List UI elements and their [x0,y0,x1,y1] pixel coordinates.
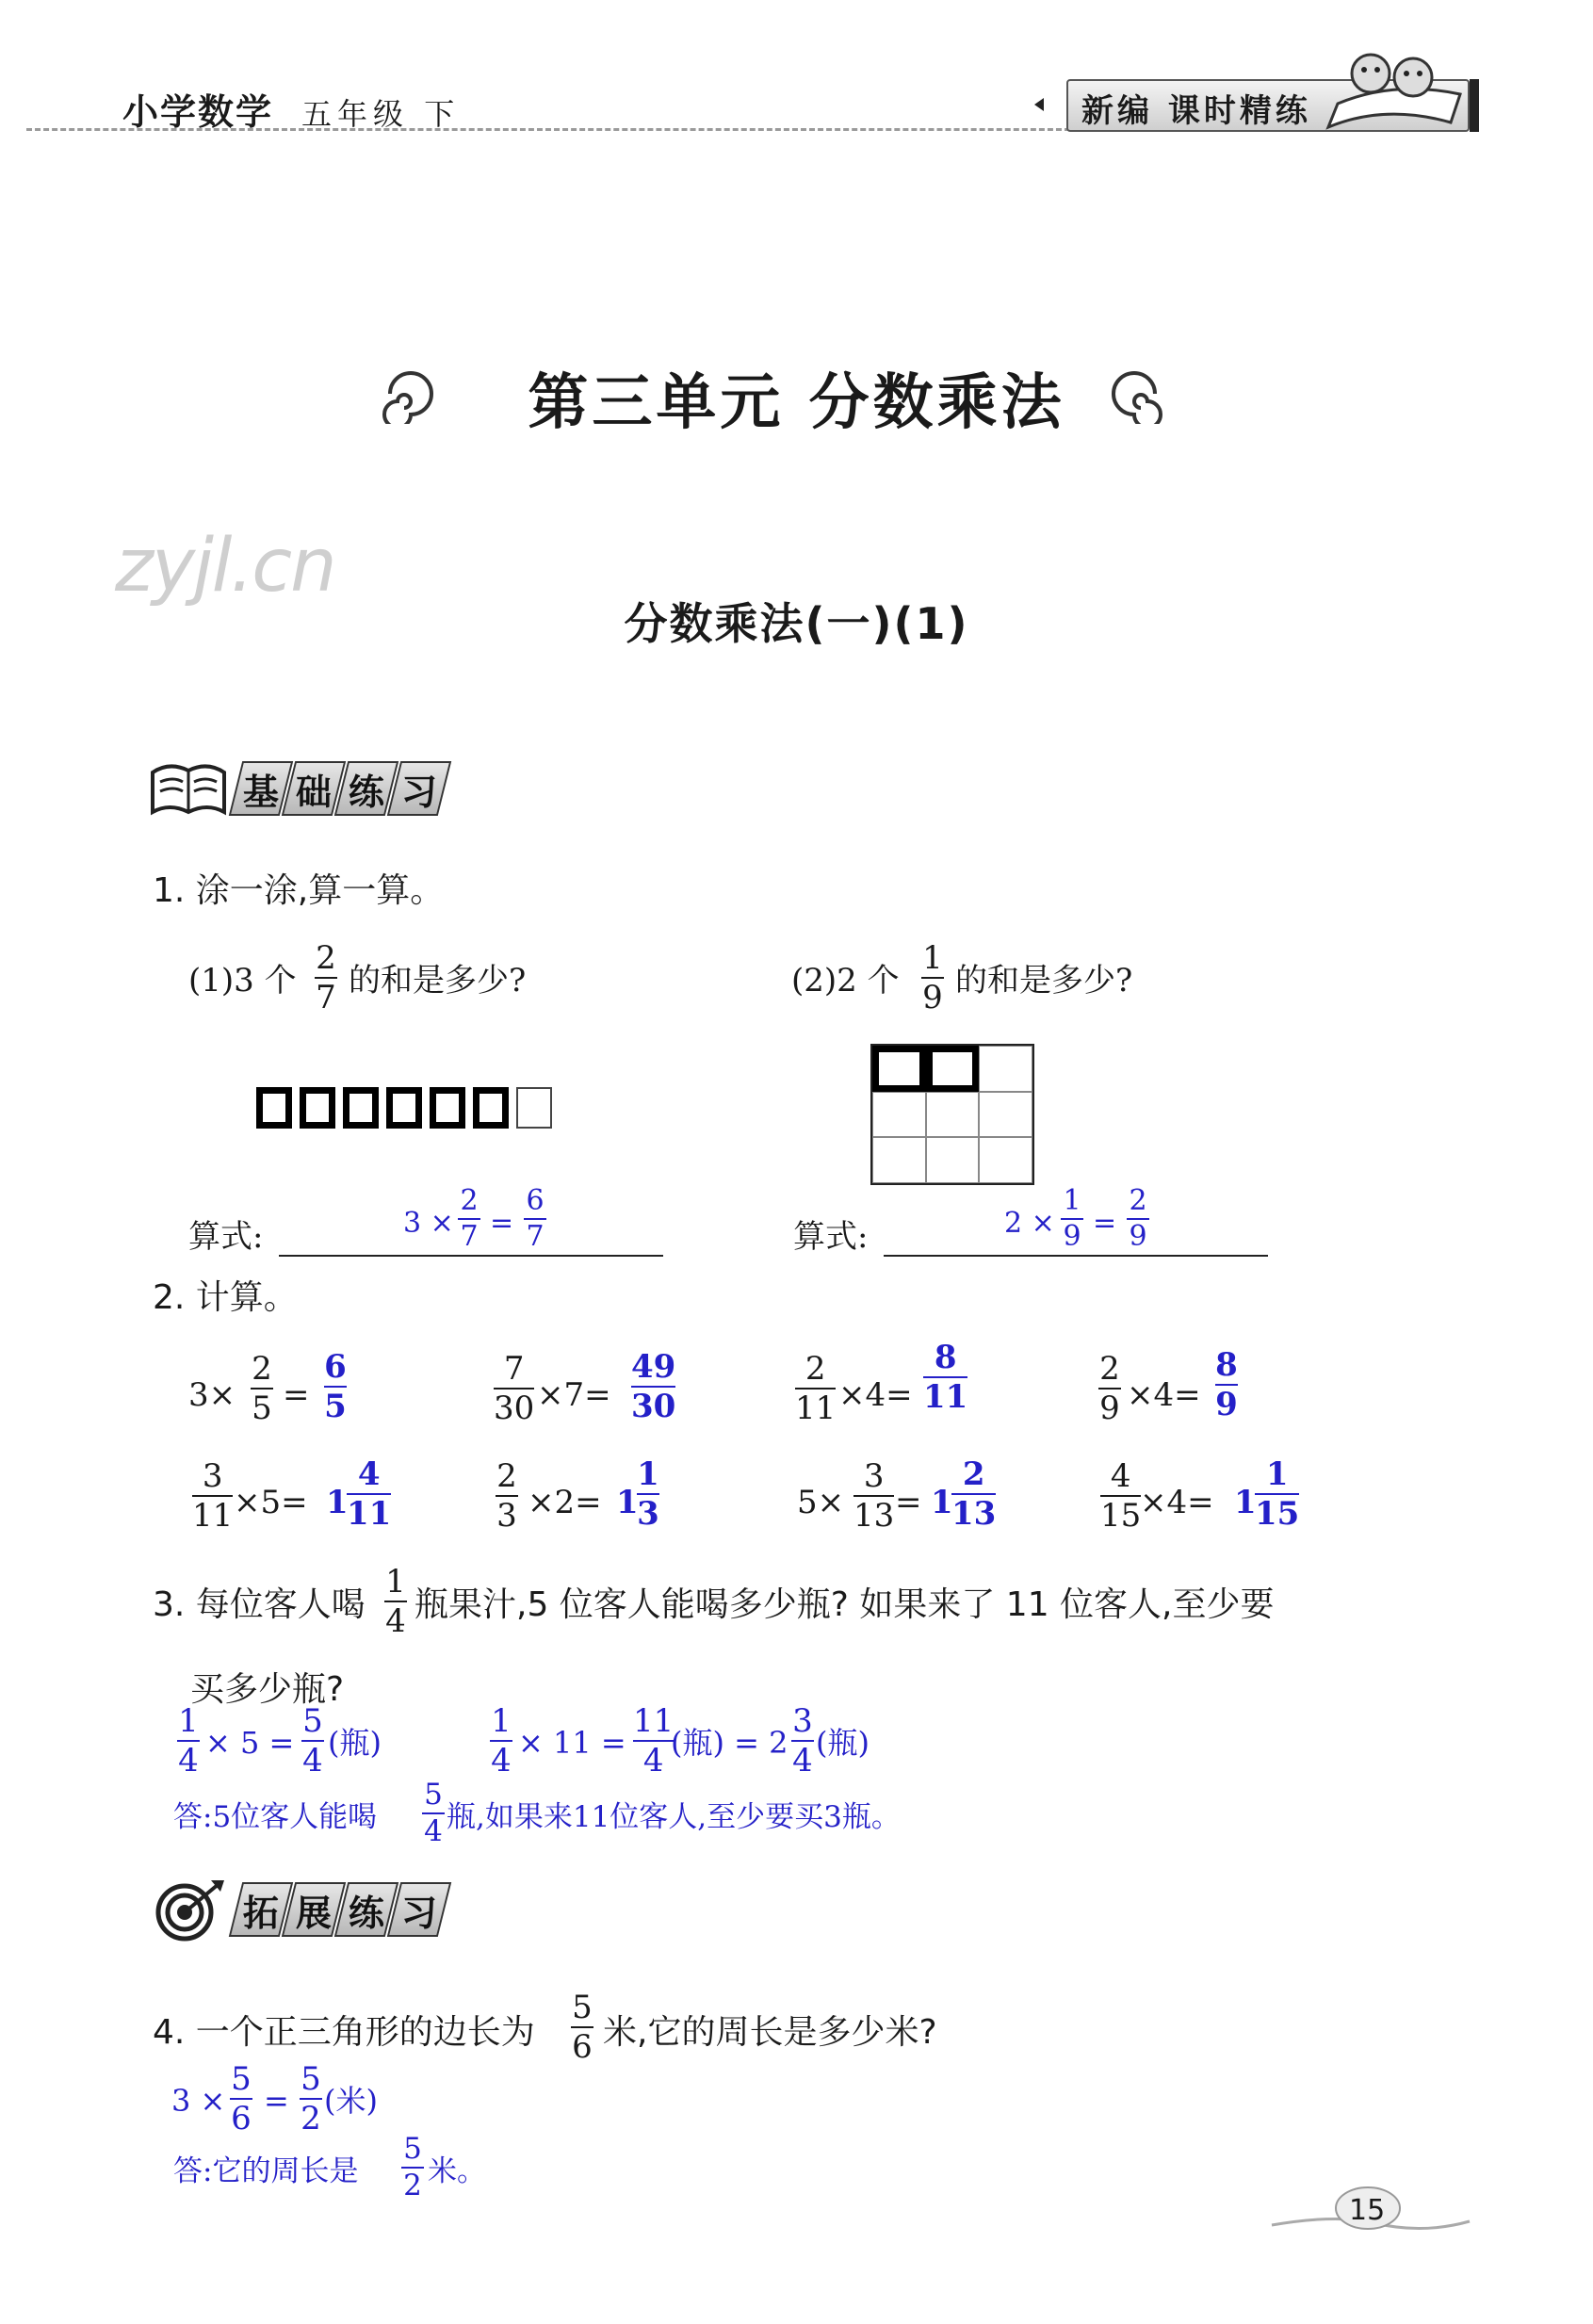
q4-work-a: 3 × [171,2083,226,2119]
q2-r2c4-whole: 1 [1234,1484,1257,1521]
q3-work2-frac1: 1 4 [491,1702,512,1780]
watermark: zyjl.cn [115,524,335,609]
strip-cell-shaded [343,1087,379,1129]
q2-r1c4-frac: 2 9 [1099,1350,1120,1427]
q2-r2c3-answer: 2 13 [951,1455,997,1533]
q3-work1-mid: × 5 = [205,1725,295,1761]
open-book-icon [149,754,228,820]
grid-cell-empty [979,1046,1032,1092]
q2-r2c3-frac: 3 13 [853,1457,895,1535]
q2-r1c1-op: = [283,1376,310,1414]
q1-part1-answer-line [279,1255,663,1257]
lesson-title: 分数乘法(一)(1) [624,598,969,649]
strip-cell-shaded [430,1087,465,1129]
grid-cell-empty [979,1137,1032,1183]
section-basic-practice: 基 础 练 习 [236,761,447,816]
q3-stem-a: 3. 每位客人喝 [153,1585,366,1624]
q2-r2c1-frac: 3 11 [192,1457,234,1535]
q2-r1c2-answer: 49 30 [631,1348,676,1425]
q1-strip-diagram [256,1087,560,1129]
q1-part1-label: 算式: [188,1218,264,1256]
q2-r2c4-frac: 4 15 [1100,1457,1142,1535]
q1-part2-ans-frac1: 1 9 [1061,1187,1083,1251]
q2-r1c1-answer: 6 5 [324,1348,347,1425]
q2-r2c4-op: ×4= [1140,1484,1214,1521]
q3-answer-frac: 5 4 [422,1780,445,1846]
q4-answer-a: 答:它的周长是 [173,2154,359,2188]
q1-part1-fraction: 2 7 [316,939,336,1016]
strip-cell-shaded [473,1087,509,1129]
q4-work-eq: = [264,2083,289,2119]
q1-part2-answer-line [884,1255,1268,1257]
q1-part2-post: 的和是多少? [955,962,1133,999]
strip-cell-shaded [300,1087,335,1129]
q1-grid-diagram [870,1044,1034,1185]
q2-r1c1-frac: 2 5 [252,1350,272,1427]
q3-work1-frac2: 5 4 [302,1702,323,1780]
q2-r1c2-op: ×7= [537,1376,611,1414]
strip-cell-shaded [256,1087,292,1129]
q1-part2-pre: (2)2 个 [791,962,900,999]
q3-fraction: 1 4 [385,1563,406,1640]
q2-r2c1-whole: 1 [326,1484,349,1521]
header-arrow-icon [1034,98,1044,111]
q4-answer-b: 米。 [428,2154,486,2188]
q1-part1-ans-eq: = [490,1207,514,1240]
q2-r2c3-pre: 5× [797,1484,845,1521]
q1-part1-post: 的和是多少? [349,962,527,999]
q2-r1c2-frac: 7 30 [494,1350,535,1427]
q2-r2c3-op: = [895,1484,922,1521]
grid-cell-empty [926,1137,980,1183]
strip-cell-empty [516,1087,552,1129]
grid-cell-empty [872,1137,926,1183]
q3-work1-frac1: 1 4 [178,1702,199,1780]
q3-work2-unit: (瓶) = 2 [671,1725,788,1761]
q4-work-unit: (米) [324,2083,378,2119]
grid-cell-empty [979,1092,1032,1138]
q1-part1-pre: (1)3 个 [188,962,297,999]
q2-r1c3-answer: 8 11 [923,1339,968,1416]
q4-stem-a: 4. 一个正三角形的边长为 [153,2013,535,2052]
q1-stem: 1. 涂一涂,算一算。 [153,871,445,910]
q3-work1-unit: (瓶) [328,1725,382,1761]
q3-answer-b: 瓶,如果来11位客人,至少要买3瓶。 [447,1800,901,1834]
q2-r2c2-answer: 1 3 [637,1455,659,1533]
q4-fraction: 5 6 [572,1989,593,2066]
q2-r2c4-answer: 1 15 [1255,1455,1300,1533]
q1-part2-ans-frac2: 2 9 [1127,1187,1149,1251]
q2-stem: 2. 计算。 [153,1278,298,1317]
q4-stem-b: 米,它的周长是多少米? [603,2013,937,2052]
q2-r1c4-answer: 8 9 [1215,1346,1238,1423]
q4-work-frac1: 5 6 [231,2060,252,2137]
strip-cell-shaded [386,1087,422,1129]
q2-r2c2-frac: 2 3 [496,1457,517,1535]
q3-work2-mid: × 11 = [518,1725,626,1761]
swirl-right-icon [1104,364,1164,424]
header-series-title: 新编 课时精练 [1081,92,1311,130]
target-icon [149,1877,228,1942]
page-number: 15 [1349,2194,1386,2227]
q3-answer-a: 答:5位客人能喝 [173,1800,378,1834]
q3-work2-unit2: (瓶) [816,1725,870,1761]
grid-cell-empty [872,1092,926,1138]
q2-r2c2-whole: 1 [616,1484,639,1521]
header-end-bar [1470,79,1479,132]
grid-cell-shaded [926,1046,980,1092]
section-extension-practice: 拓 展 练 习 [236,1882,447,1937]
q2-r1c3-frac: 2 11 [795,1350,837,1427]
q4-work-frac2: 5 2 [301,2060,321,2137]
header-grade: 五年级 下 [301,96,461,132]
q1-part2-ans-eq: = [1093,1207,1117,1240]
unit-title: 第三单元 分数乘法 [528,368,1065,438]
q3-work2-frac3: 3 4 [792,1702,813,1780]
q2-r1c3-op: ×4= [838,1376,913,1414]
q2-r1c4-op: ×4= [1127,1376,1201,1414]
grid-cell-empty [926,1092,980,1138]
header-divider [26,128,1070,131]
q2-r2c1-op: ×5= [234,1484,308,1521]
q1-part2-label: 算式: [793,1218,869,1256]
q2-r1c1-pre: 3× [188,1376,236,1414]
q2-r2c1-answer: 4 11 [347,1455,392,1533]
q3-stem-b: 瓶果汁,5 位客人能喝多少瓶? 如果来了 11 位客人,至少要 [415,1585,1275,1624]
q1-part2-ans-a: 2 × [1004,1207,1055,1240]
q1-part2-fraction: 1 9 [922,939,943,1016]
q1-part1-ans-frac2: 6 7 [524,1187,546,1251]
q1-part1-ans-a: 3 × [403,1207,454,1240]
q3-work2-frac2: 11 4 [633,1702,675,1780]
book-mascot-icon [1319,38,1470,141]
q2-r2c2-op: ×2= [528,1484,602,1521]
header-subject: 小学数学 五年级 下 [122,91,461,133]
grid-cell-shaded [872,1046,926,1092]
q3-stem-c: 买多少瓶? [190,1670,345,1709]
q1-part1-ans-frac1: 2 7 [458,1187,480,1251]
q2-r2c3-whole: 1 [931,1484,953,1521]
q4-answer-frac: 5 2 [401,2135,424,2201]
